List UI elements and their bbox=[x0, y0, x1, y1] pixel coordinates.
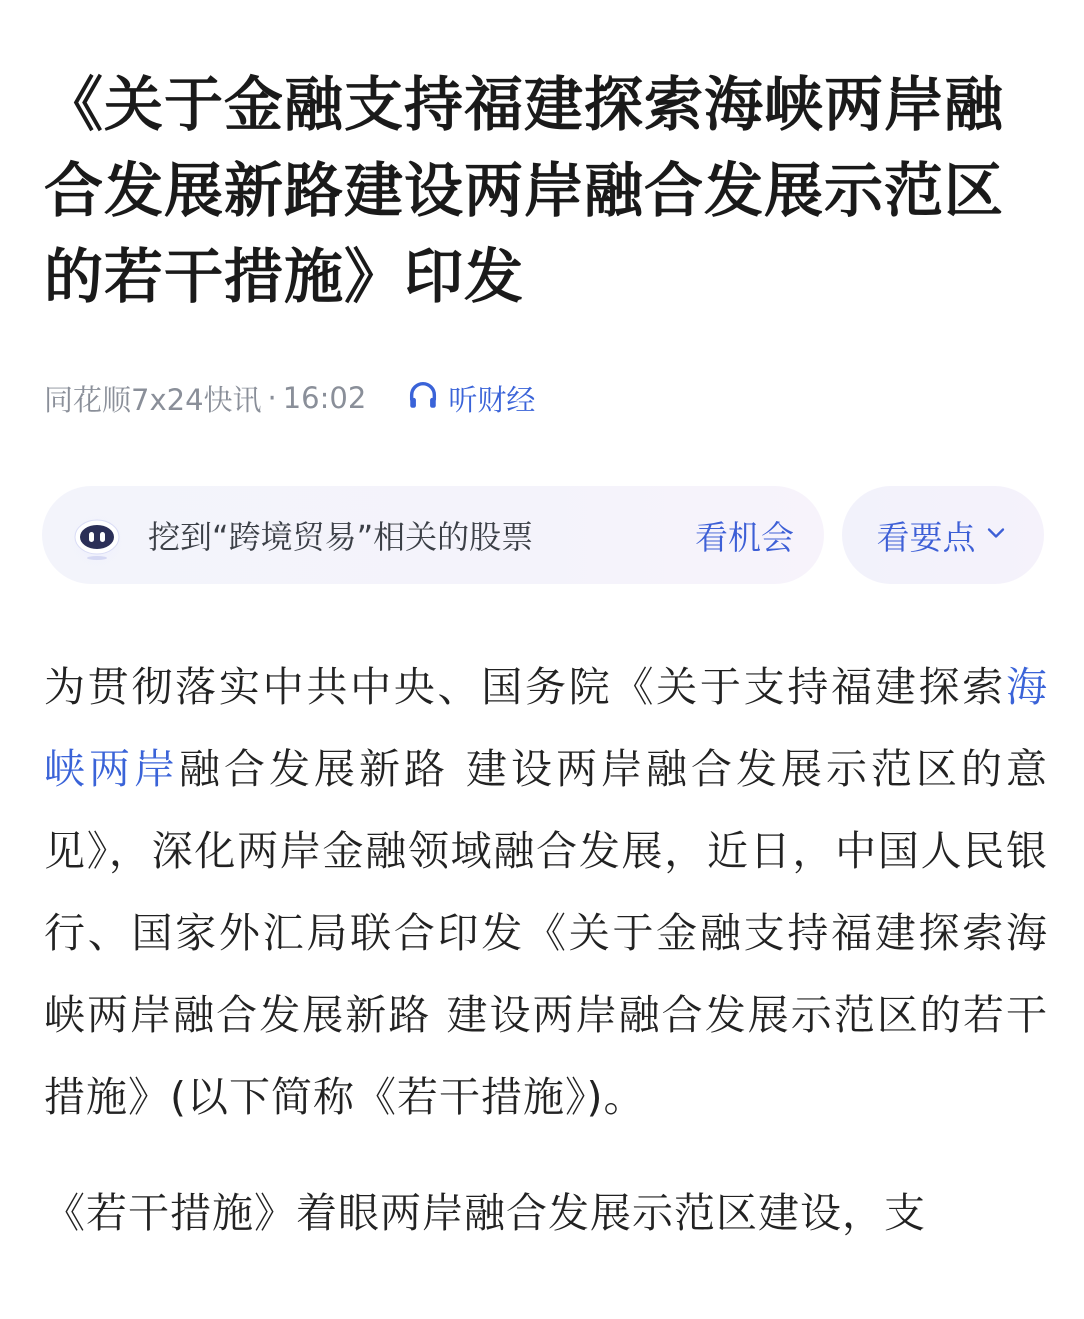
see-opportunity-button[interactable]: 看机会 bbox=[695, 517, 794, 557]
topic-link-strait[interactable]: 海峡两岸 bbox=[44, 663, 1048, 793]
paragraph-text: 为贯彻落实中共中央、国务院《关于支持福建探索 bbox=[44, 663, 1006, 711]
paragraph: 《若干措施》着眼两岸融合发展示范区建设，支 bbox=[44, 1189, 926, 1237]
headphones-icon bbox=[406, 378, 448, 419]
publish-time: 16:02 bbox=[282, 381, 367, 415]
article-title: 《关于金融支持福建探索海峡两岸融合发展新路建设两岸融合发展示范区的若干措施》印发 bbox=[44, 70, 1005, 311]
paragraph-text: 融合发展新路 建设两岸融合发展示范区的意见》，深化两岸金融领域融合发展，近日，中国人民银行、国家外汇局联合印发《关于金融支持福建探索海峡两岸融合发展新路 建设两岸融合发展示范区的若干措施》(以下简称《若干措施》)。 bbox=[44, 745, 1049, 1121]
article-meta bbox=[44, 376, 535, 420]
paragraph bbox=[44, 646, 1048, 1138]
key-points-label: 看要点 bbox=[876, 517, 976, 557]
meta-separator: · bbox=[267, 381, 277, 415]
listen-label: 听财经 bbox=[448, 382, 536, 417]
article-body bbox=[44, 646, 1048, 1254]
key-points-button[interactable] bbox=[842, 486, 1044, 584]
ai-stock-suggestion-bar[interactable] bbox=[42, 486, 824, 584]
source-label: 同花顺7x24快讯 bbox=[44, 382, 262, 417]
ai-prompt-text: 挖到“跨境贸易”相关的股票 bbox=[148, 518, 534, 556]
robot-icon bbox=[64, 502, 130, 568]
chevron-down-icon bbox=[976, 516, 1010, 555]
listen-button[interactable] bbox=[406, 378, 535, 419]
